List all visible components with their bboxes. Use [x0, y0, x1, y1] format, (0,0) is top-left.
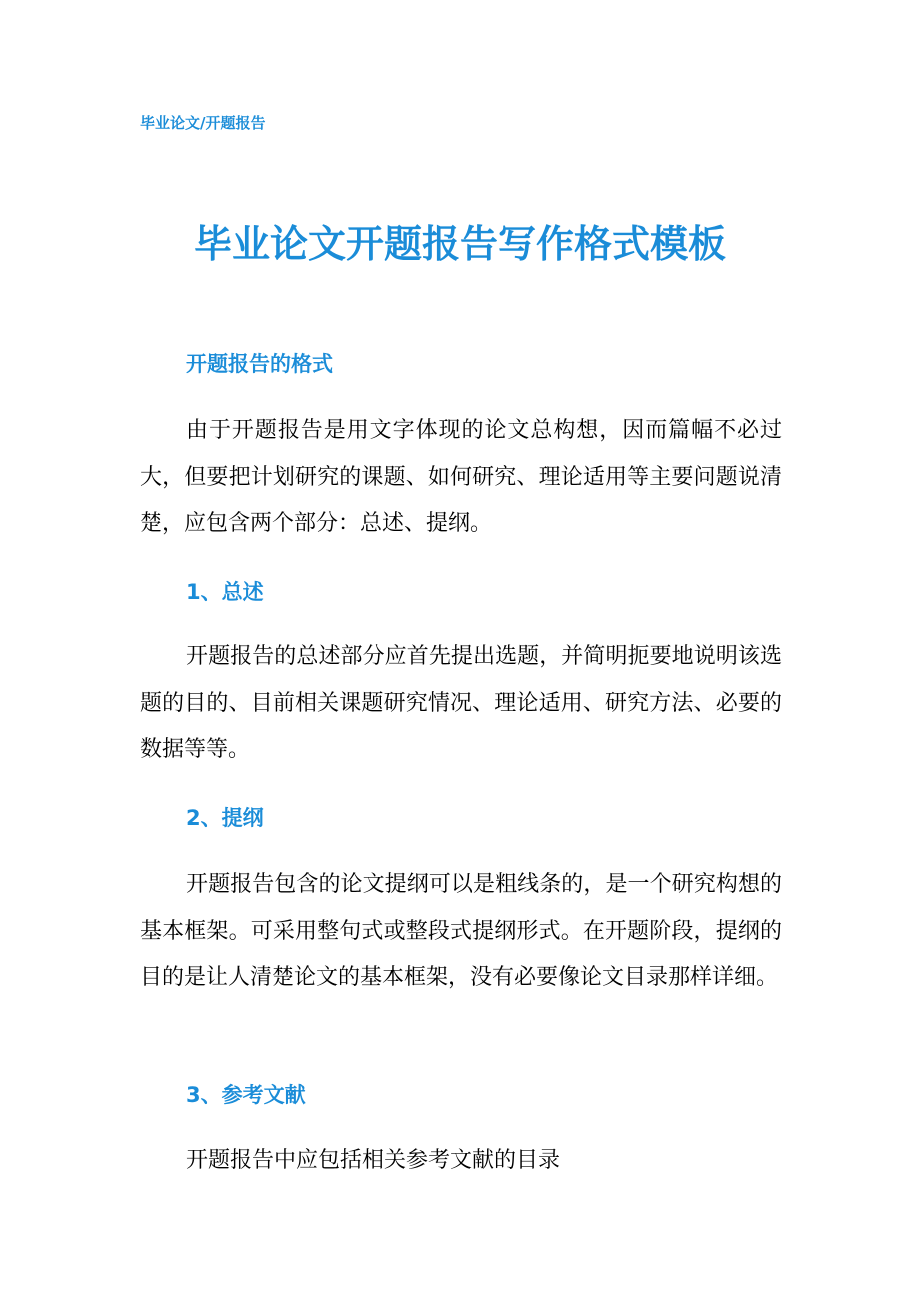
section-body-overview: 开题报告的总述部分应首先提出选题，并简明扼要地说明该选题的目的、目前相关课题研究情况、理论适用、研究方法、必要的数据等等。: [140, 644, 782, 762]
section-heading-outline: 2、提纲: [186, 806, 264, 830]
breadcrumb: 毕业论文/开题报告: [140, 114, 266, 132]
section-heading-format: 开题报告的格式: [186, 352, 333, 376]
page-title: 毕业论文开题报告写作格式模板: [193, 222, 726, 266]
section-body-references: 开题报告中应包括相关参考文献的目录: [186, 1148, 561, 1173]
section-body-format: 由于开题报告是用文字体现的论文总构想，因而篇幅不必过大，但要把计划研究的课题、如何研究、理论适用等主要问题说清楚，应包含两个部分：总述、提纲。: [140, 418, 782, 536]
section-heading-references: 3、参考文献: [186, 1083, 306, 1107]
section-heading-overview: 1、总述: [186, 580, 264, 604]
section-body-outline: 开题报告包含的论文提纲可以是粗线条的，是一个研究构想的基本框架。可采用整句式或整段式提纲形式。在开题阶段，提纲的目的是让人清楚论文的基本框架，没有必要像论文目录那样详细。: [140, 872, 782, 990]
